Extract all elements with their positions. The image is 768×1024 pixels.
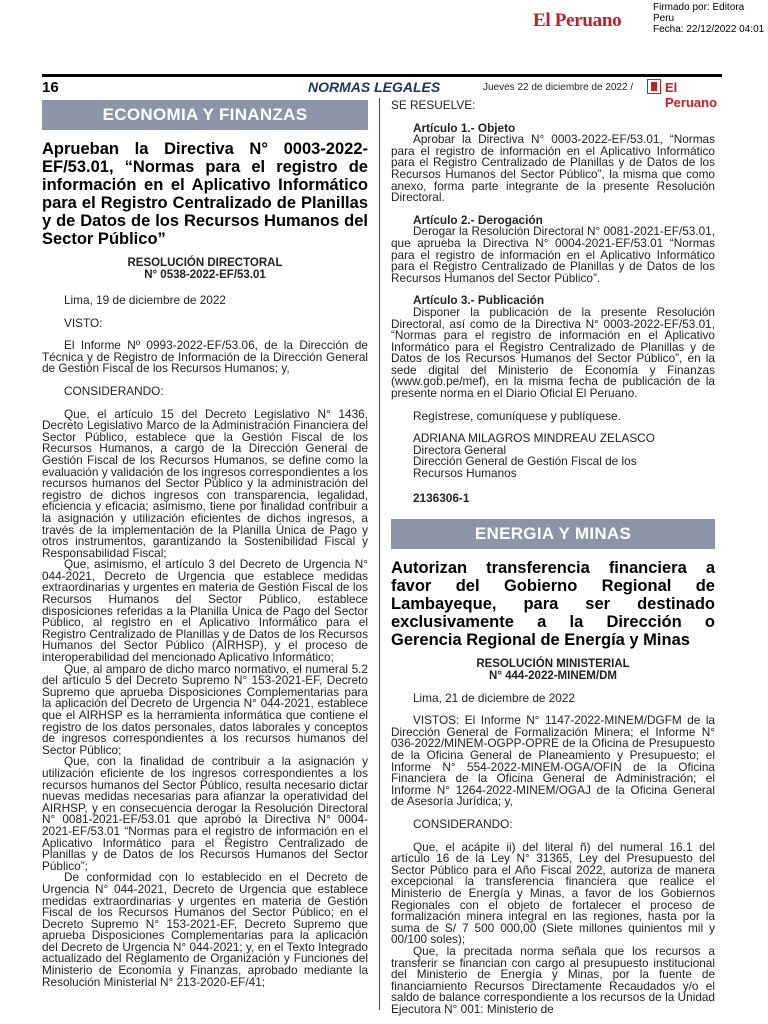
section-title: NORMAS LEGALES bbox=[308, 79, 441, 95]
closing-formula: Regístrese, comuníquese y publíquese. bbox=[413, 408, 621, 423]
norm-title: Autorizan transferencia financiera a favor del Gobierno Regional de Lambayeque, para ser destinado exclusivamente a la Dirección o Gerencia Regional de Energía y Minas bbox=[391, 558, 715, 649]
signature-line-1: Firmado por: Editora bbox=[653, 2, 745, 13]
se-resuelve-heading: SE RESUELVE: bbox=[391, 98, 476, 112]
date-line: Lima, 21 de diciembre de 2022 bbox=[413, 690, 575, 705]
norm-title: Aprueban la Directiva N° 0003-2022-EF/53.01, “Normas para el registro de información en el Aplicativo Informático para el Registro Centralizado de Planillas y de Datos de los Recursos Humanos del Sector Público” bbox=[42, 140, 368, 248]
paragraph: Que, la precitada norma señala que los recursos a transferir se financian con cargo al presupuesto institucional del Ministerio de Energía y Minas, por la fuente de financiamiento Recursos Directamente Recaudados y/o el saldo de balance correspondiente a los recursos de la Unidad Ejecutora N° 001: Ministerio de bbox=[391, 943, 715, 1016]
signature-text bbox=[653, 2, 768, 35]
paragraph: Que, asimismo, el artículo 3 del Decreto de Urgencia N° 044-2021, Decreto de Urgencia que establece medidas extraordinarias y urgentes en materia de Gestión Fiscal de los Recursos Humanos del Sector Público, establece disposiciones referidas a la Planilla Única de Pago del Sector Público, al registro en el Aplicativo Informático para el Registro Centralizado de Planillas y de Datos de los Recursos Humanos del Sector Público (AIRHSP), y el proceso de interoperabilidad del mencionado Aplicativo Informático; bbox=[42, 557, 368, 665]
considerando-heading: CONSIDERANDO: bbox=[64, 383, 164, 398]
signature-line-2: Peru bbox=[653, 13, 675, 24]
section-band-energia: ENERGIA Y MINAS bbox=[391, 519, 715, 549]
article-1-text: Aprobar la Directiva N° 0003-2022-EF/53.01, “Normas para el registro de información en el Aplicativo Informático para el Registro Centralizado de Planillas y de Datos de los Recursos Humanos del Sector Público”, la misma que como anexo, forma parte integrante de la presente Resolución Directoral. bbox=[391, 132, 715, 205]
header-rule bbox=[42, 74, 722, 77]
digital-signature-stamp bbox=[533, 2, 765, 38]
resolution-type: RESOLUCIÓN MINISTERIAL bbox=[476, 657, 630, 670]
right-column bbox=[391, 100, 715, 1015]
paragraph: El Informe Nº 0993-2022-EF/53.06, de la Dirección de Técnica y de Registro de Información de la Dirección General de Gestión Fiscal de los Recursos Humanos; y, bbox=[42, 338, 368, 376]
peru-shield-icon bbox=[647, 79, 661, 94]
publication-code: 2136306-1 bbox=[413, 490, 470, 505]
article-3-text: Disponer la publicación de la presente Resolución Directoral, así como de la Directiva N° 0003-2022-EF/53.01, “Normas para el registro de información en el Aplicativo Informático para el Registro Centralizado de Planillas y de Datos de los Recursos Humanos del Sector Público”, en la sede digital del Ministerio de Economía y Finanzas (www.gob.pe/mef), en la misma fecha de publicación de la presente norma en el Diario Oficial El Peruano. bbox=[391, 304, 715, 401]
signature-line-3: Fecha: 22/12/2022 04:01 bbox=[653, 24, 765, 35]
paragraph: Que, al amparo de dicho marco normativo, el numeral 5.2 del artículo 5 del Decreto Supremo N° 153-2021-EF, Decreto Supremo que aprueba Disposiciones Complementarias para la aplicación del Decreto de Urgencia N° 044-2021, establece que el AIRHSP es la herramienta informática que contiene el registro de los datos personales, datos laborales y conceptos de ingresos correspondientes a los recursos humanos del Sector Público; bbox=[42, 661, 368, 757]
considerando-heading: CONSIDERANDO: bbox=[413, 816, 513, 831]
paragraph: Que, el artículo 15 del Decreto Legislativo N° 1436, Decreto Legislativo Marco de la Administración Financiera del Sector Público, establece que la Gestión Fiscal de los Recursos Humanos, a cargo de la Dirección General de Gestión Fiscal de los Recursos Humanos, se define como la evaluación y validación de los ingresos correspondientes a los recursos humanos del Sector Público y la administración del registro de dichos ingresos con transparencia, legalidad, eficiencia y eficacia; asimismo, tiene por finalidad contribuir a la asignación y utilización eficientes de dichos ingresos, a través de la implementación de la Planilla Única de Pago y otros instrumentos, garantizando la Sostenibilidad Fiscal y Responsabilidad Fiscal; bbox=[42, 406, 368, 560]
left-column bbox=[42, 100, 368, 988]
resolution-heading bbox=[391, 658, 715, 682]
paragraph: De conformidad con lo establecido en el Decreto de Urgencia N° 044-2021, Decreto de Urgencia que establece medidas extraordinarias y urgentes en materia de Gestión Fiscal de los Recursos Humanos del Sector Público; en el Decreto Supremo N° 153-2021-EF, Decreto Supremo que aprueba Disposiciones Complementarias para la aplicación del Decreto de Urgencia N° 044-2021; y, en el Texto Integrado actualizado del Reglamento de Organización y Funciones del Ministerio de Economía y Finanzas, aprobado mediante la Resolución Ministerial N° 213-2020-EF/41; bbox=[42, 870, 368, 989]
signer-office: Recursos Humanos bbox=[413, 466, 517, 481]
resolution-number: N° 0538-2022-EF/53.01 bbox=[144, 269, 266, 281]
section-band-economia: ECONOMIA Y FINANZAS bbox=[42, 100, 368, 130]
signer-name: ADRIANA MILAGROS MINDREAU ZELASCO bbox=[413, 431, 655, 446]
article-2-text: Derogar la Resolución Directoral N° 0081-2021-EF/53.01, que aprueba la Directiva N° 0004-2021-EF/53.01 “Normas para el registro de información en el Aplicativo Informático para el Registro Centralizado de Planillas y de Datos de los Recursos Humanos del Sector Público”. bbox=[391, 224, 715, 285]
page-number: 16 bbox=[42, 79, 59, 96]
paragraph: Que, con la finalidad de contribuir a la asignación y utilización eficiente de los ingresos correspondientes a los recursos humanos del Sector Público, resulta necesario dictar nuevas medidas necesarias para afianzar la operatividad del AIRHSP, y en consecuencia derogar la Resolución Directoral N° 0081-2021-EF/53.01 que aprobó la Directiva N° 0004-2021-EF/53.01 “Normas para el registro de información en el Aplicativo Informático para el Registro Centralizado de Planillas y de Datos de los Recursos Humanos del Sector Público”; bbox=[42, 754, 368, 873]
resolution-heading bbox=[42, 257, 368, 281]
signer-block bbox=[391, 433, 715, 479]
article-3-title: Artículo 3.- Publicación bbox=[413, 293, 545, 308]
signature-logo: El Peruano bbox=[533, 10, 622, 31]
signer-role: Directora General bbox=[413, 442, 507, 457]
resolution-number: N° 444-2022-MINEM/DM bbox=[489, 669, 617, 682]
article-1-title: Artículo 1.- Objeto bbox=[413, 120, 516, 135]
header-brand: El Peruano bbox=[665, 80, 718, 110]
column-divider bbox=[379, 98, 380, 1010]
visto-heading: VISTO: bbox=[64, 315, 103, 330]
article-2-title: Artículo 2.- Derogación bbox=[413, 212, 543, 227]
paragraph: VISTOS: El Informe N° 1147-2022-MINEM/DGFM de la Dirección General de Formalización Minera; el Informe N° 036-2022/MINEM-OGPP-OPRE de la Oficina de Presupuesto de la Oficina General de Planeamiento y Presupuesto; el Informe N° 554-2022-MINEM-OGA/OFIN de la Oficina Financiera de la Oficina General de Administración; el Informe N° 1264-2022-MINEM/OGAJ de la Oficina General de Asesoría Jurídica; y, bbox=[391, 713, 715, 809]
signer-office: Dirección General de Gestión Fiscal de los bbox=[413, 454, 637, 469]
resolution-type: RESOLUCIÓN DIRECTORAL bbox=[127, 257, 283, 269]
date-line: Lima, 19 de diciembre de 2022 bbox=[64, 293, 226, 307]
paragraph: Que, el acápite ii) del literal ñ) del numeral 16.1 del artículo 16 de la Ley N° 31365, Ley del Presupuesto del Sector Público para el Año Fiscal 2022, autoriza de manera excepcional la transferencia financiera que realice el Ministerio de Energía y Minas, a favor de los Gobiernos Regionales con el objeto de fortalecer el proceso de formalización minera integral en las regiones, hasta por la suma de S/ 7 500 000,00 (Siete millones quinientos mil y 00/100 soles); bbox=[391, 839, 715, 947]
header-date: Jueves 22 de diciembre de 2022 / bbox=[483, 82, 634, 93]
